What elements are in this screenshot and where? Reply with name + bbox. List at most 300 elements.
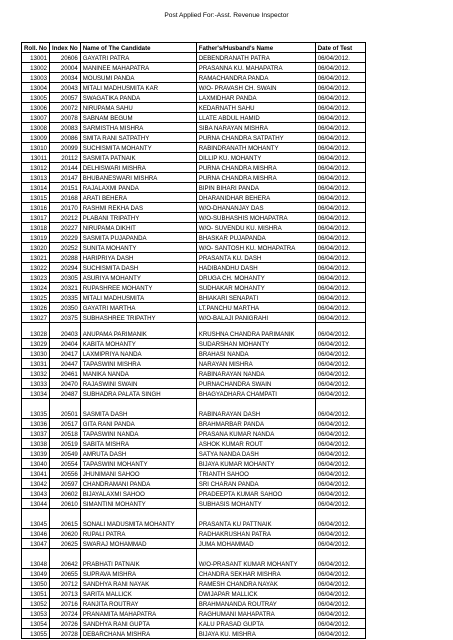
father-husband-name-cell: W/O- SUVENDU KU. MISHRA: [196, 223, 315, 233]
index-no-cell: 20147: [50, 173, 81, 183]
table-row: [22, 459, 366, 469]
roll-no-cell: 13028: [22, 323, 50, 339]
father-husband-name-cell: SUBHASIS MOHANTY: [196, 499, 315, 509]
table-row: [22, 629, 366, 639]
candidate-name-cell: AMRUTA DASH: [80, 449, 196, 459]
roll-no-cell: 13033: [22, 379, 50, 389]
index-no-cell: 20642: [50, 549, 81, 569]
date-of-test-cell: 06/04/2012.: [315, 103, 365, 113]
table-row: [22, 233, 366, 243]
index-no-cell: 20350: [50, 303, 81, 313]
table-row: [22, 489, 366, 499]
roll-no-cell: 13030: [22, 349, 50, 359]
father-husband-name-cell: DHARANIDHAR BEHERA: [196, 193, 315, 203]
father-husband-name-cell: W/O-SUBHASHIS MOHAPATRA: [196, 213, 315, 223]
date-of-test-cell: 06/04/2012.: [315, 459, 365, 469]
table-row: [22, 359, 366, 369]
date-of-test-cell: 06/04/2012.: [315, 399, 365, 419]
father-husband-name-cell: BRAHMANANDA ROUTRAY: [196, 599, 315, 609]
table-row: [22, 73, 366, 83]
father-husband-name-cell: PURNA CHANDRA MISHRA: [196, 163, 315, 173]
candidate-name-cell: RANJITA ROUTRAY: [80, 599, 196, 609]
roll-no-cell: 13054: [22, 619, 50, 629]
index-no-cell: 20417: [50, 349, 81, 359]
roll-no-cell: 13049: [22, 569, 50, 579]
father-husband-name-cell: W/O-PRASANT KUMAR MOHANTY: [196, 549, 315, 569]
roll-no-cell: 13037: [22, 429, 50, 439]
date-of-test-cell: 06/04/2012.: [315, 223, 365, 233]
candidate-name-cell: ASURIYA MOHANTY: [80, 273, 196, 283]
index-no-cell: 20712: [50, 579, 81, 589]
roll-no-cell: 13038: [22, 439, 50, 449]
roll-no-cell: 13005: [22, 93, 50, 103]
index-no-cell: 20229: [50, 233, 81, 243]
roll-no-cell: 13001: [22, 53, 50, 63]
candidate-name-cell: DELHISWARI MISHRA: [80, 163, 196, 173]
page-title: Post Applied For:-Asst. Revenue Inspector: [164, 12, 289, 19]
date-of-test-cell: 06/04/2012.: [315, 539, 365, 549]
index-no-cell: 20602: [50, 489, 81, 499]
father-husband-name-cell: NARAYAN MISHRA: [196, 359, 315, 369]
index-no-cell: 20597: [50, 479, 81, 489]
index-no-cell: 20083: [50, 123, 81, 133]
index-no-cell: 20610: [50, 499, 81, 509]
father-husband-name-cell: PRASANTA KU. DASH: [196, 253, 315, 263]
date-of-test-cell: 06/04/2012.: [315, 599, 365, 609]
table-row: [22, 339, 366, 349]
roll-no-cell: 13013: [22, 173, 50, 183]
table-row: [22, 313, 366, 323]
roll-no-cell: 13025: [22, 293, 50, 303]
roll-no-cell: 13048: [22, 549, 50, 569]
roll-no-cell: 13055: [22, 629, 50, 639]
index-no-cell: 20112: [50, 153, 81, 163]
date-of-test-cell: 06/04/2012.: [315, 203, 365, 213]
table-row: [22, 439, 366, 449]
candidate-name-cell: SUCHISMITA MOHANTY: [80, 143, 196, 153]
roll-no-cell: 13034: [22, 389, 50, 399]
candidate-name-cell: SASMITA PUJAPANDA: [80, 233, 196, 243]
father-husband-name-cell: HADIBANDHU DASH: [196, 263, 315, 273]
index-no-cell: 20404: [50, 339, 81, 349]
roll-no-cell: 13031: [22, 359, 50, 369]
roll-no-cell: 13006: [22, 103, 50, 113]
index-no-cell: 20726: [50, 619, 81, 629]
table-row: [22, 263, 366, 273]
table-row: [22, 63, 366, 73]
candidate-name-cell: CHANDRAMANI PANDA: [80, 479, 196, 489]
date-of-test-cell: 06/04/2012.: [315, 193, 365, 203]
column-header-candidate-name: Name of The Candidate: [80, 43, 196, 53]
candidate-name-cell: SABITA MISHRA: [80, 439, 196, 449]
roll-no-cell: 13018: [22, 223, 50, 233]
candidate-name-cell: GAYATRI MARTHA: [80, 303, 196, 313]
candidate-name-cell: GITA RANI PANDA: [80, 419, 196, 429]
candidate-name-cell: SUBHASHREE TRIPATHY: [80, 313, 196, 323]
table-row: [22, 469, 366, 479]
table-row: [22, 419, 366, 429]
date-of-test-cell: 06/04/2012.: [315, 609, 365, 619]
roll-no-cell: 13029: [22, 339, 50, 349]
date-of-test-cell: 06/04/2012.: [315, 469, 365, 479]
father-husband-name-cell: PRASANTA KU PATTNAIK: [196, 509, 315, 529]
date-of-test-cell: 06/04/2012.: [315, 619, 365, 629]
father-husband-name-cell: RAGHUMANI MAHAPATRA: [196, 609, 315, 619]
table-row: [22, 509, 366, 529]
table-row: [22, 619, 366, 629]
date-of-test-cell: 06/04/2012.: [315, 369, 365, 379]
date-of-test-cell: 06/04/2012.: [315, 243, 365, 253]
table-row: [22, 499, 366, 509]
father-husband-name-cell: DWIJAPAR MALLICK: [196, 589, 315, 599]
father-husband-name-cell: PURNA CHANDRA MISHRA: [196, 173, 315, 183]
table-row: [22, 599, 366, 609]
index-no-cell: 20518: [50, 429, 81, 439]
father-husband-name-cell: KEDARNATH SAHU: [196, 103, 315, 113]
table-row: [22, 173, 366, 183]
date-of-test-cell: 06/04/2012.: [315, 479, 365, 489]
candidate-name-cell: RAJASWINI SWAIN: [80, 379, 196, 389]
table-row: [22, 143, 366, 153]
date-of-test-cell: 06/04/2012.: [315, 323, 365, 339]
index-no-cell: 20212: [50, 213, 81, 223]
roll-no-cell: 13035: [22, 399, 50, 419]
date-of-test-cell: 06/04/2012.: [315, 339, 365, 349]
candidate-name-cell: SUCHISMITA DASH: [80, 263, 196, 273]
father-husband-name-cell: SIBA NARAYAN MISHRA: [196, 123, 315, 133]
date-of-test-cell: 06/04/2012.: [315, 53, 365, 63]
date-of-test-cell: 06/04/2012.: [315, 173, 365, 183]
table-row: [22, 133, 366, 143]
date-of-test-cell: 06/04/2012.: [315, 233, 365, 243]
date-of-test-cell: 06/04/2012.: [315, 123, 365, 133]
roll-no-cell: 13050: [22, 579, 50, 589]
candidate-name-cell: RUPALI PATRA: [80, 529, 196, 539]
roll-no-cell: 13044: [22, 499, 50, 509]
date-of-test-cell: 06/04/2012.: [315, 529, 365, 539]
table-row: [22, 203, 366, 213]
roll-no-cell: 13019: [22, 233, 50, 243]
father-husband-name-cell: DEBENDRANATH PATRA: [196, 53, 315, 63]
date-of-test-cell: 06/04/2012.: [315, 63, 365, 73]
table-row: [22, 113, 366, 123]
candidate-name-cell: SABNAM BEGUM: [80, 113, 196, 123]
table-row: [22, 323, 366, 339]
column-header-roll-no: Roll. No: [22, 43, 50, 53]
father-husband-name-cell: LT.PANCHU MARTHA: [196, 303, 315, 313]
candidate-name-cell: SUBHADRA PALATA SINGH: [80, 389, 196, 399]
candidate-name-cell: NIRUPAMA SAHU: [80, 103, 196, 113]
table-row: [22, 389, 366, 399]
table-row: [22, 53, 366, 63]
candidate-name-cell: RAJALAXMI PANDA: [80, 183, 196, 193]
candidate-name-cell: SWAGATIKA PANDA: [80, 93, 196, 103]
index-no-cell: 20305: [50, 273, 81, 283]
roll-no-cell: 13053: [22, 609, 50, 619]
father-husband-name-cell: W/O-BALAJI PANIGRAHI: [196, 313, 315, 323]
father-husband-name-cell: W/O-DHANANJAY DAS: [196, 203, 315, 213]
candidate-name-cell: RASHMI REKHA DAS: [80, 203, 196, 213]
candidate-name-cell: GAYATRI PATRA: [80, 53, 196, 63]
father-husband-name-cell: RADHAKRUSHAN PATRA: [196, 529, 315, 539]
date-of-test-cell: 06/04/2012.: [315, 143, 365, 153]
table-row: [22, 253, 366, 263]
father-husband-name-cell: ASHOK KUMAR ROUT: [196, 439, 315, 449]
father-husband-name-cell: RABINDRANATH MOHANTY: [196, 143, 315, 153]
table-row: [22, 293, 366, 303]
column-header-index-no: Index No: [50, 43, 81, 53]
roll-no-cell: 13026: [22, 303, 50, 313]
roll-no-cell: 13017: [22, 213, 50, 223]
table-row: [22, 569, 366, 579]
table-row: [22, 609, 366, 619]
roll-no-cell: 13014: [22, 183, 50, 193]
index-no-cell: 20501: [50, 399, 81, 419]
candidate-name-cell: MOUSUMI PANDA: [80, 73, 196, 83]
index-no-cell: 20403: [50, 323, 81, 339]
father-husband-name-cell: LLATE ABDUL HAMID: [196, 113, 315, 123]
candidate-name-cell: ARATI BEHERA: [80, 193, 196, 203]
date-of-test-cell: 06/04/2012.: [315, 499, 365, 509]
roll-no-cell: 13047: [22, 539, 50, 549]
index-no-cell: 20294: [50, 263, 81, 273]
roll-no-cell: 13008: [22, 123, 50, 133]
father-husband-name-cell: KRUSHNA CHANDRA PARIMANIK: [196, 323, 315, 339]
candidate-name-cell: KABITA MOHANTY: [80, 339, 196, 349]
father-husband-name-cell: KALU PRASAD GUPTA: [196, 619, 315, 629]
roll-no-cell: 13041: [22, 469, 50, 479]
index-no-cell: 20144: [50, 163, 81, 173]
father-husband-name-cell: BIPIN BIHARI PANDA: [196, 183, 315, 193]
roll-no-cell: 13032: [22, 369, 50, 379]
date-of-test-cell: 06/04/2012.: [315, 509, 365, 529]
index-no-cell: 20004: [50, 63, 81, 73]
candidate-name-cell: TAPASWINI MOHANTY: [80, 459, 196, 469]
father-husband-name-cell: RABINARAYAN DASH: [196, 399, 315, 419]
roll-no-cell: 13036: [22, 419, 50, 429]
father-husband-name-cell: LAXMIDHAR PANDA: [196, 93, 315, 103]
candidate-name-cell: ANUPAMA PARIMANIK: [80, 323, 196, 339]
table-row: [22, 369, 366, 379]
date-of-test-cell: 06/04/2012.: [315, 449, 365, 459]
table-row: [22, 283, 366, 293]
father-husband-name-cell: SUDHAKAR MOHANTY: [196, 283, 315, 293]
date-of-test-cell: 06/04/2012.: [315, 389, 365, 399]
table-row: [22, 349, 366, 359]
index-no-cell: 20072: [50, 103, 81, 113]
candidate-name-cell: HARIPRIYA DASH: [80, 253, 196, 263]
father-husband-name-cell: BIJAYA KUMAR MOHANTY: [196, 459, 315, 469]
candidate-name-cell: SASMITA DASH: [80, 399, 196, 419]
index-no-cell: 20724: [50, 609, 81, 619]
candidate-name-cell: SIMANTINI MOHANTY: [80, 499, 196, 509]
index-no-cell: 20517: [50, 419, 81, 429]
candidate-name-cell: JHUNIMANI SAHOO: [80, 469, 196, 479]
table-row: [22, 163, 366, 173]
roll-no-cell: 13021: [22, 253, 50, 263]
table-row: [22, 479, 366, 489]
roll-no-cell: 13043: [22, 489, 50, 499]
date-of-test-cell: 06/04/2012.: [315, 549, 365, 569]
father-husband-name-cell: JUMA MOHAMMAD: [196, 539, 315, 549]
father-husband-name-cell: W/O- SANTOSH KU. MOHAPATRA: [196, 243, 315, 253]
father-husband-name-cell: SRI CHARAN PANDA: [196, 479, 315, 489]
index-no-cell: 20168: [50, 193, 81, 203]
table-row: [22, 589, 366, 599]
date-of-test-cell: 06/04/2012.: [315, 253, 365, 263]
roll-no-cell: 13042: [22, 479, 50, 489]
roll-no-cell: 13009: [22, 133, 50, 143]
father-husband-name-cell: BRAHMARBAR PANDA: [196, 419, 315, 429]
roll-no-cell: 13024: [22, 283, 50, 293]
date-of-test-cell: 06/04/2012.: [315, 283, 365, 293]
father-husband-name-cell: BHAGYADHARA CHAMPATI: [196, 389, 315, 399]
candidate-name-cell: MANINEE MAHAPATRA: [80, 63, 196, 73]
roll-no-cell: 13022: [22, 263, 50, 273]
date-of-test-cell: 06/04/2012.: [315, 113, 365, 123]
date-of-test-cell: 06/04/2012.: [315, 579, 365, 589]
date-of-test-cell: 06/04/2012.: [315, 569, 365, 579]
table-row: [22, 243, 366, 253]
roll-no-cell: 13003: [22, 73, 50, 83]
father-husband-name-cell: PURNA CHANDRA SATPATHY: [196, 133, 315, 143]
index-no-cell: 20519: [50, 439, 81, 449]
candidate-name-cell: TAPASWINI MISHRA: [80, 359, 196, 369]
father-husband-name-cell: SUDARSHAN MOHANTY: [196, 339, 315, 349]
index-no-cell: 20606: [50, 53, 81, 63]
roll-no-cell: 13020: [22, 243, 50, 253]
column-header-date-of-test: Date of Test: [315, 43, 365, 53]
roll-no-cell: 13023: [22, 273, 50, 283]
father-husband-name-cell: DILLIP KU. MOHANTY: [196, 153, 315, 163]
roll-no-cell: 13046: [22, 529, 50, 539]
roll-no-cell: 13027: [22, 313, 50, 323]
date-of-test-cell: 06/04/2012.: [315, 303, 365, 313]
candidate-name-cell: SMITA RANI SATPATHY: [80, 133, 196, 143]
table-row: [22, 93, 366, 103]
date-of-test-cell: 06/04/2012.: [315, 73, 365, 83]
candidate-name-cell: SUPRAVA MISHRA: [80, 569, 196, 579]
roll-no-cell: 13012: [22, 163, 50, 173]
father-husband-name-cell: SATYA NANDA DASH: [196, 449, 315, 459]
index-no-cell: 20321: [50, 283, 81, 293]
roll-no-cell: 13016: [22, 203, 50, 213]
index-no-cell: 20625: [50, 539, 81, 549]
date-of-test-cell: 06/04/2012.: [315, 439, 365, 449]
table-row: [22, 529, 366, 539]
table-row: [22, 579, 366, 589]
candidate-name-cell: SANDHYA RANI GUPTA: [80, 619, 196, 629]
index-no-cell: 20556: [50, 469, 81, 479]
date-of-test-cell: 06/04/2012.: [315, 163, 365, 173]
candidate-name-cell: MANIKA NANDA: [80, 369, 196, 379]
candidate-name-cell: SARMISTHA MISHRA: [80, 123, 196, 133]
index-no-cell: 20447: [50, 359, 81, 369]
index-no-cell: 20151: [50, 183, 81, 193]
father-husband-name-cell: DRUGA CH. MOHANTY: [196, 273, 315, 283]
index-no-cell: 20549: [50, 449, 81, 459]
candidate-name-cell: MITALI MADHUSMITA: [80, 293, 196, 303]
table-row: [22, 183, 366, 193]
candidate-name-cell: BHUBANESWARI MISHRA: [80, 173, 196, 183]
index-no-cell: 20335: [50, 293, 81, 303]
roll-no-cell: 13040: [22, 459, 50, 469]
candidate-name-cell: TAPASWINI NANDA: [80, 429, 196, 439]
candidate-name-cell: PRABHATI PATNAIK: [80, 549, 196, 569]
index-no-cell: 20043: [50, 83, 81, 93]
date-of-test-cell: 06/04/2012.: [315, 293, 365, 303]
table-row: [22, 83, 366, 93]
candidate-name-cell: SANDHYA RANI NAYAK: [80, 579, 196, 589]
candidate-name-cell: DEBARCHANA MISHRA: [80, 629, 196, 639]
candidate-name-cell: PLABANI TRIPATHY: [80, 213, 196, 223]
father-husband-name-cell: RABINARAYAN NANDA: [196, 369, 315, 379]
index-no-cell: 20086: [50, 133, 81, 143]
date-of-test-cell: 06/04/2012.: [315, 429, 365, 439]
table-row: [22, 379, 366, 389]
roll-no-cell: 13002: [22, 63, 50, 73]
roll-no-cell: 13045: [22, 509, 50, 529]
index-no-cell: 20288: [50, 253, 81, 263]
index-no-cell: 20034: [50, 73, 81, 83]
index-no-cell: 20487: [50, 389, 81, 399]
roll-no-cell: 13015: [22, 193, 50, 203]
roll-no-cell: 13011: [22, 153, 50, 163]
index-no-cell: 20655: [50, 569, 81, 579]
candidate-name-cell: LAXMIPRIYA NANDA: [80, 349, 196, 359]
index-no-cell: 20728: [50, 629, 81, 639]
candidate-name-cell: SUNITA MOHANTY: [80, 243, 196, 253]
father-husband-name-cell: RAMESH CHANDRA NAYAK: [196, 579, 315, 589]
date-of-test-cell: 06/04/2012.: [315, 273, 365, 283]
candidate-name-cell: MITALI MADHUSMITA KAR: [80, 83, 196, 93]
father-husband-name-cell: CHANDRA SEKHAR MISHRA: [196, 569, 315, 579]
date-of-test-cell: 06/04/2012.: [315, 263, 365, 273]
index-no-cell: 20252: [50, 243, 81, 253]
date-of-test-cell: 06/04/2012.: [315, 183, 365, 193]
index-no-cell: 20716: [50, 599, 81, 609]
father-husband-name-cell: PURNACHANDRA SWAIN: [196, 379, 315, 389]
index-no-cell: 20099: [50, 143, 81, 153]
table-row: [22, 223, 366, 233]
roll-no-cell: 13052: [22, 599, 50, 609]
table-row: [22, 213, 366, 223]
table-row: [22, 303, 366, 313]
table-row: [22, 153, 366, 163]
date-of-test-cell: 06/04/2012.: [315, 349, 365, 359]
candidate-name-cell: SONALI MADUSMITA MOHANTY: [80, 509, 196, 529]
candidate-name-cell: RUPASHREE MOHANTY: [80, 283, 196, 293]
candidate-name-cell: SASMITA PATNAIK: [80, 153, 196, 163]
date-of-test-cell: 06/04/2012.: [315, 93, 365, 103]
roll-no-cell: 13051: [22, 589, 50, 599]
date-of-test-cell: 06/04/2012.: [315, 133, 365, 143]
table-header-row: [22, 43, 366, 53]
candidate-table: [21, 42, 366, 639]
table-row: [22, 549, 366, 569]
date-of-test-cell: 06/04/2012.: [315, 213, 365, 223]
father-husband-name-cell: BHIAKARI SENAPATI: [196, 293, 315, 303]
father-husband-name-cell: W/O- PRAVASH CH. SWAIN: [196, 83, 315, 93]
roll-no-cell: 13010: [22, 143, 50, 153]
index-no-cell: 20615: [50, 509, 81, 529]
table-row: [22, 399, 366, 419]
roll-no-cell: 13039: [22, 449, 50, 459]
table-row: [22, 429, 366, 439]
index-no-cell: 20461: [50, 369, 81, 379]
father-husband-name-cell: BIJAYA KU. MISHRA: [196, 629, 315, 639]
table-row: [22, 123, 366, 133]
